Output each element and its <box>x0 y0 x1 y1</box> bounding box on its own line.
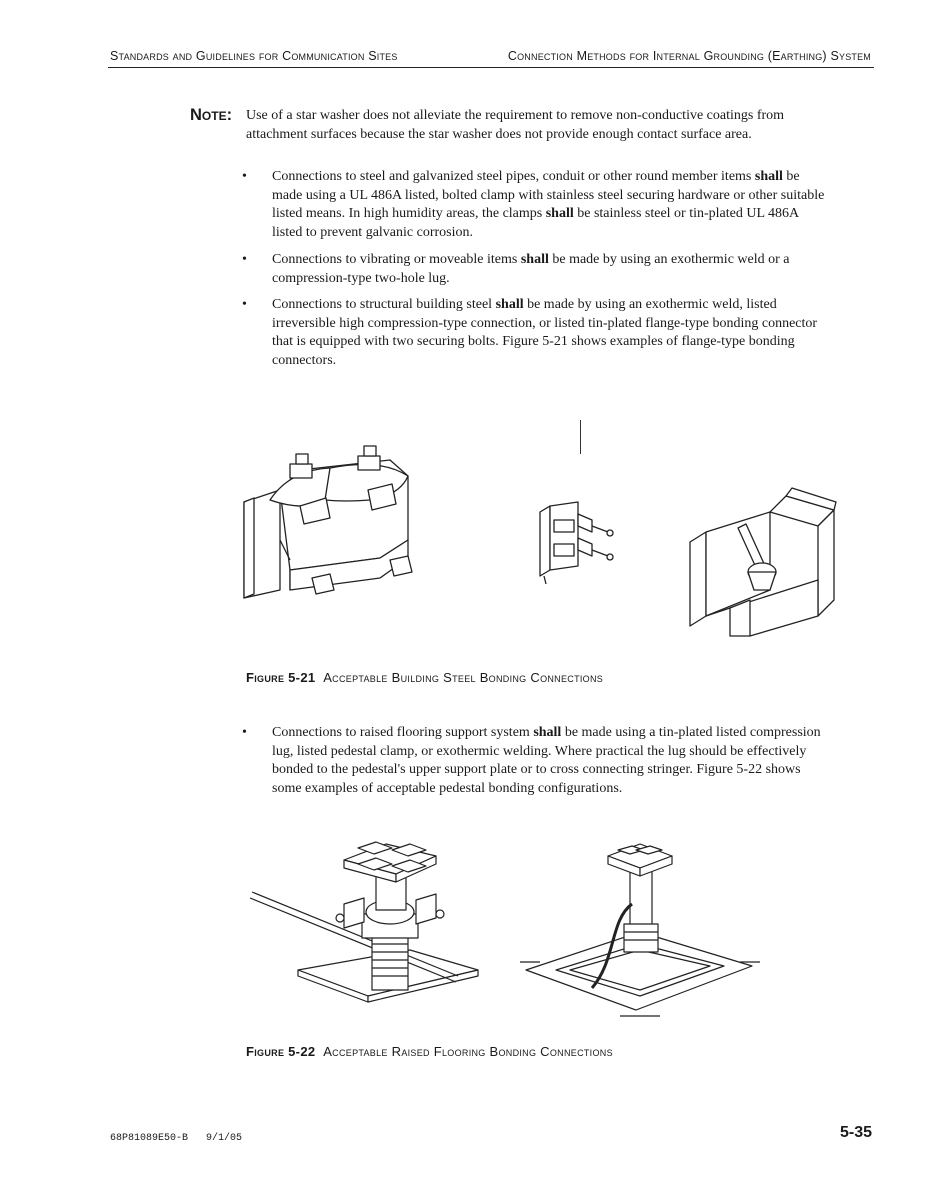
bullet-line: made using a UL 486A listed, bolted clamp with stainless steel securing hardware or other suitable <box>272 187 825 203</box>
bullet-line: Connections to raised flooring support system shall be made using a tin-plated listed compression <box>272 725 821 740</box>
figure-title: Acceptable Building Steel Bonding Connections <box>323 670 604 685</box>
figure-label: Figure 5-21 <box>246 670 316 685</box>
pedestal-lug-icon <box>520 844 760 1016</box>
figure-label: Figure 5-22 <box>246 1044 316 1059</box>
exothermic-weld-ibeam-icon <box>690 488 836 636</box>
note-body <box>246 106 846 144</box>
note-line: attachment surfaces because the star washer does not provide enough contact surface area. <box>246 127 752 142</box>
bullet-dot: • <box>242 252 247 267</box>
running-header-left: Standards and Guidelines for Communication Sites <box>110 49 398 63</box>
figure-title: Acceptable Raised Flooring Bonding Connections <box>323 1044 613 1059</box>
bullet-line: lug, listed pedestal clamp, or exothermic welding. Where practical the lug should be effectively <box>272 743 807 759</box>
figure-5-22-illustration <box>240 820 780 1035</box>
bullet-line: some examples of acceptable pedestal bonding configurations. <box>272 780 623 796</box>
bullet-line: connectors. <box>272 352 337 368</box>
bullet-line: bonded to the pedestal's upper support plate or to cross connecting stringer. Figure 5-22 shows <box>272 762 801 777</box>
footer-doc-id: 68P81089E50-B 9/1/05 <box>110 1133 243 1144</box>
bullet-line: that is equipped with two securing bolts. Figure 5-21 shows examples of flange-type bonding <box>272 334 795 349</box>
pedestal-clamp-icon <box>250 842 478 1002</box>
bullet-line: compression-type two-hole lug. <box>272 270 450 286</box>
note-label: Note: <box>190 106 233 124</box>
flange-clamp-small-icon <box>540 502 613 584</box>
bullet-line: Connections to structural building steel shall be made by using an exothermic weld, listed <box>272 297 777 312</box>
bullet-line: listed to prevent galvanic corrosion. <box>272 224 473 240</box>
bullet-dot: • <box>242 169 247 184</box>
figure-5-22-caption <box>246 1044 613 1059</box>
running-header-right: Connection Methods for Internal Grounding (Earthing) System <box>507 49 871 63</box>
figure-5-21-caption <box>246 670 603 685</box>
note-line: Use of a star washer does not alleviate the requirement to remove non-conductive coatings from <box>246 108 785 123</box>
bullet-line: Connections to steel and galvanized steel pipes, conduit or other round member items shall be <box>272 169 800 184</box>
header-rule <box>108 67 874 68</box>
bullet-dot: • <box>242 297 247 312</box>
bullet-line: listed means. In high humidity areas, the clamps shall be stainless steel or tin-plated UL 486A <box>272 206 800 221</box>
bullet-line: Connections to vibrating or moveable items shall be made by using an exothermic weld or a <box>272 252 790 267</box>
note-block <box>190 106 850 142</box>
bullet-dot: • <box>242 725 247 740</box>
bullet-line: irreversible high compression-type connection, or listed tin-plated flange-type bonding connector <box>272 315 818 331</box>
figure-5-21-illustration <box>230 440 850 650</box>
page-number: 5-35 <box>839 1124 872 1141</box>
flange-clamp-large-icon <box>244 446 412 598</box>
